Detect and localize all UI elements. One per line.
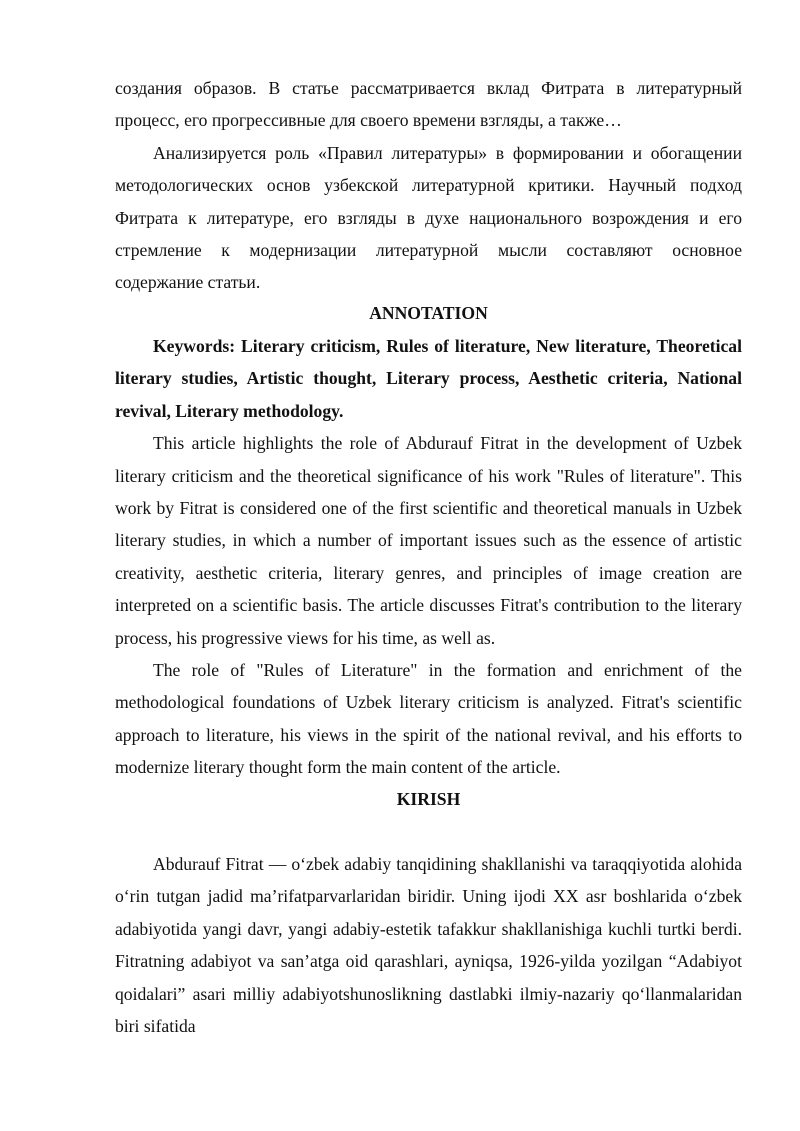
russian-abstract [115,72,742,299]
russian-paragraph-2: Анализируется роль «Правил литературы» в формировании и обогащении методологических основ узбекской литературной критики. Научный подход Фитрата к литературе, его взгляды в духе национального возрождения и его стремление к модернизации литературной мысли составляют основное содержание статьи. [115,142,742,293]
kirish-paragraph-1: Abdurauf Fitrat — o‘zbek adabiy tanqidining shakllanishi va taraqqiyotida alohida o‘rin tutgan jadid ma’rifatparvarlaridan biridir. Uning ijodi XX asr boshlarida o‘zbek adabiyotida yangi davr, yangi adabiy-estetik tafakkur shakllanishiga kuchli turtki berdi. Fitratning adabiyot va san’atga oid qarashlari, ayniqsa, 1926-yilda yozilgan “Adabiyot qoidalari” asari milliy adabiyotshunoslikning dastlabki ilmiy-nazariy qo‘llanmalaridan biri sifatida [115,854,742,1037]
kirish-heading: KIRISH [396,789,461,809]
english-annotation [115,330,742,784]
annotation-paragraph-1: This article highlights the role of Abdurauf Fitrat in the development of Uzbek literary criticism and the theoretical significance of his work "Rules of literature". This work by Fitrat is considered one of the first scientific and theoretical manuals in Uzbek literary studies, in which a number of important issues such as the essence of artistic creativity, aesthetic criteria, literary genres, and principles of image creation are interpreted on a scientific basis. The article discusses Fitrat's contribution to the literary process, his progressive views for his time, as well as. [115,433,742,648]
annotation-paragraph-2: The role of "Rules of Literature" in the formation and enrichment of the methodological foundations of Uzbek literary criticism is analyzed. Fitrat's scientific approach to literature, his views in the spirit of the national revival, and his efforts to modernize literary thought form the main content of the article. [115,660,742,778]
russian-paragraph-1: создания образов. В статье рассматривается вклад Фитрата в литературный процесс, его прогрессивные для своего времени взгляды, а также… [115,78,742,131]
keywords-paragraph: Keywords: Literary criticism, Rules of literature, New literature, Theoretical literary studies, Artistic thought, Literary process, Aesthetic criteria, National revival, Literary methodology. [115,336,742,421]
annotation-heading: ANNOTATION [369,303,488,323]
kirish-section [115,848,742,1042]
